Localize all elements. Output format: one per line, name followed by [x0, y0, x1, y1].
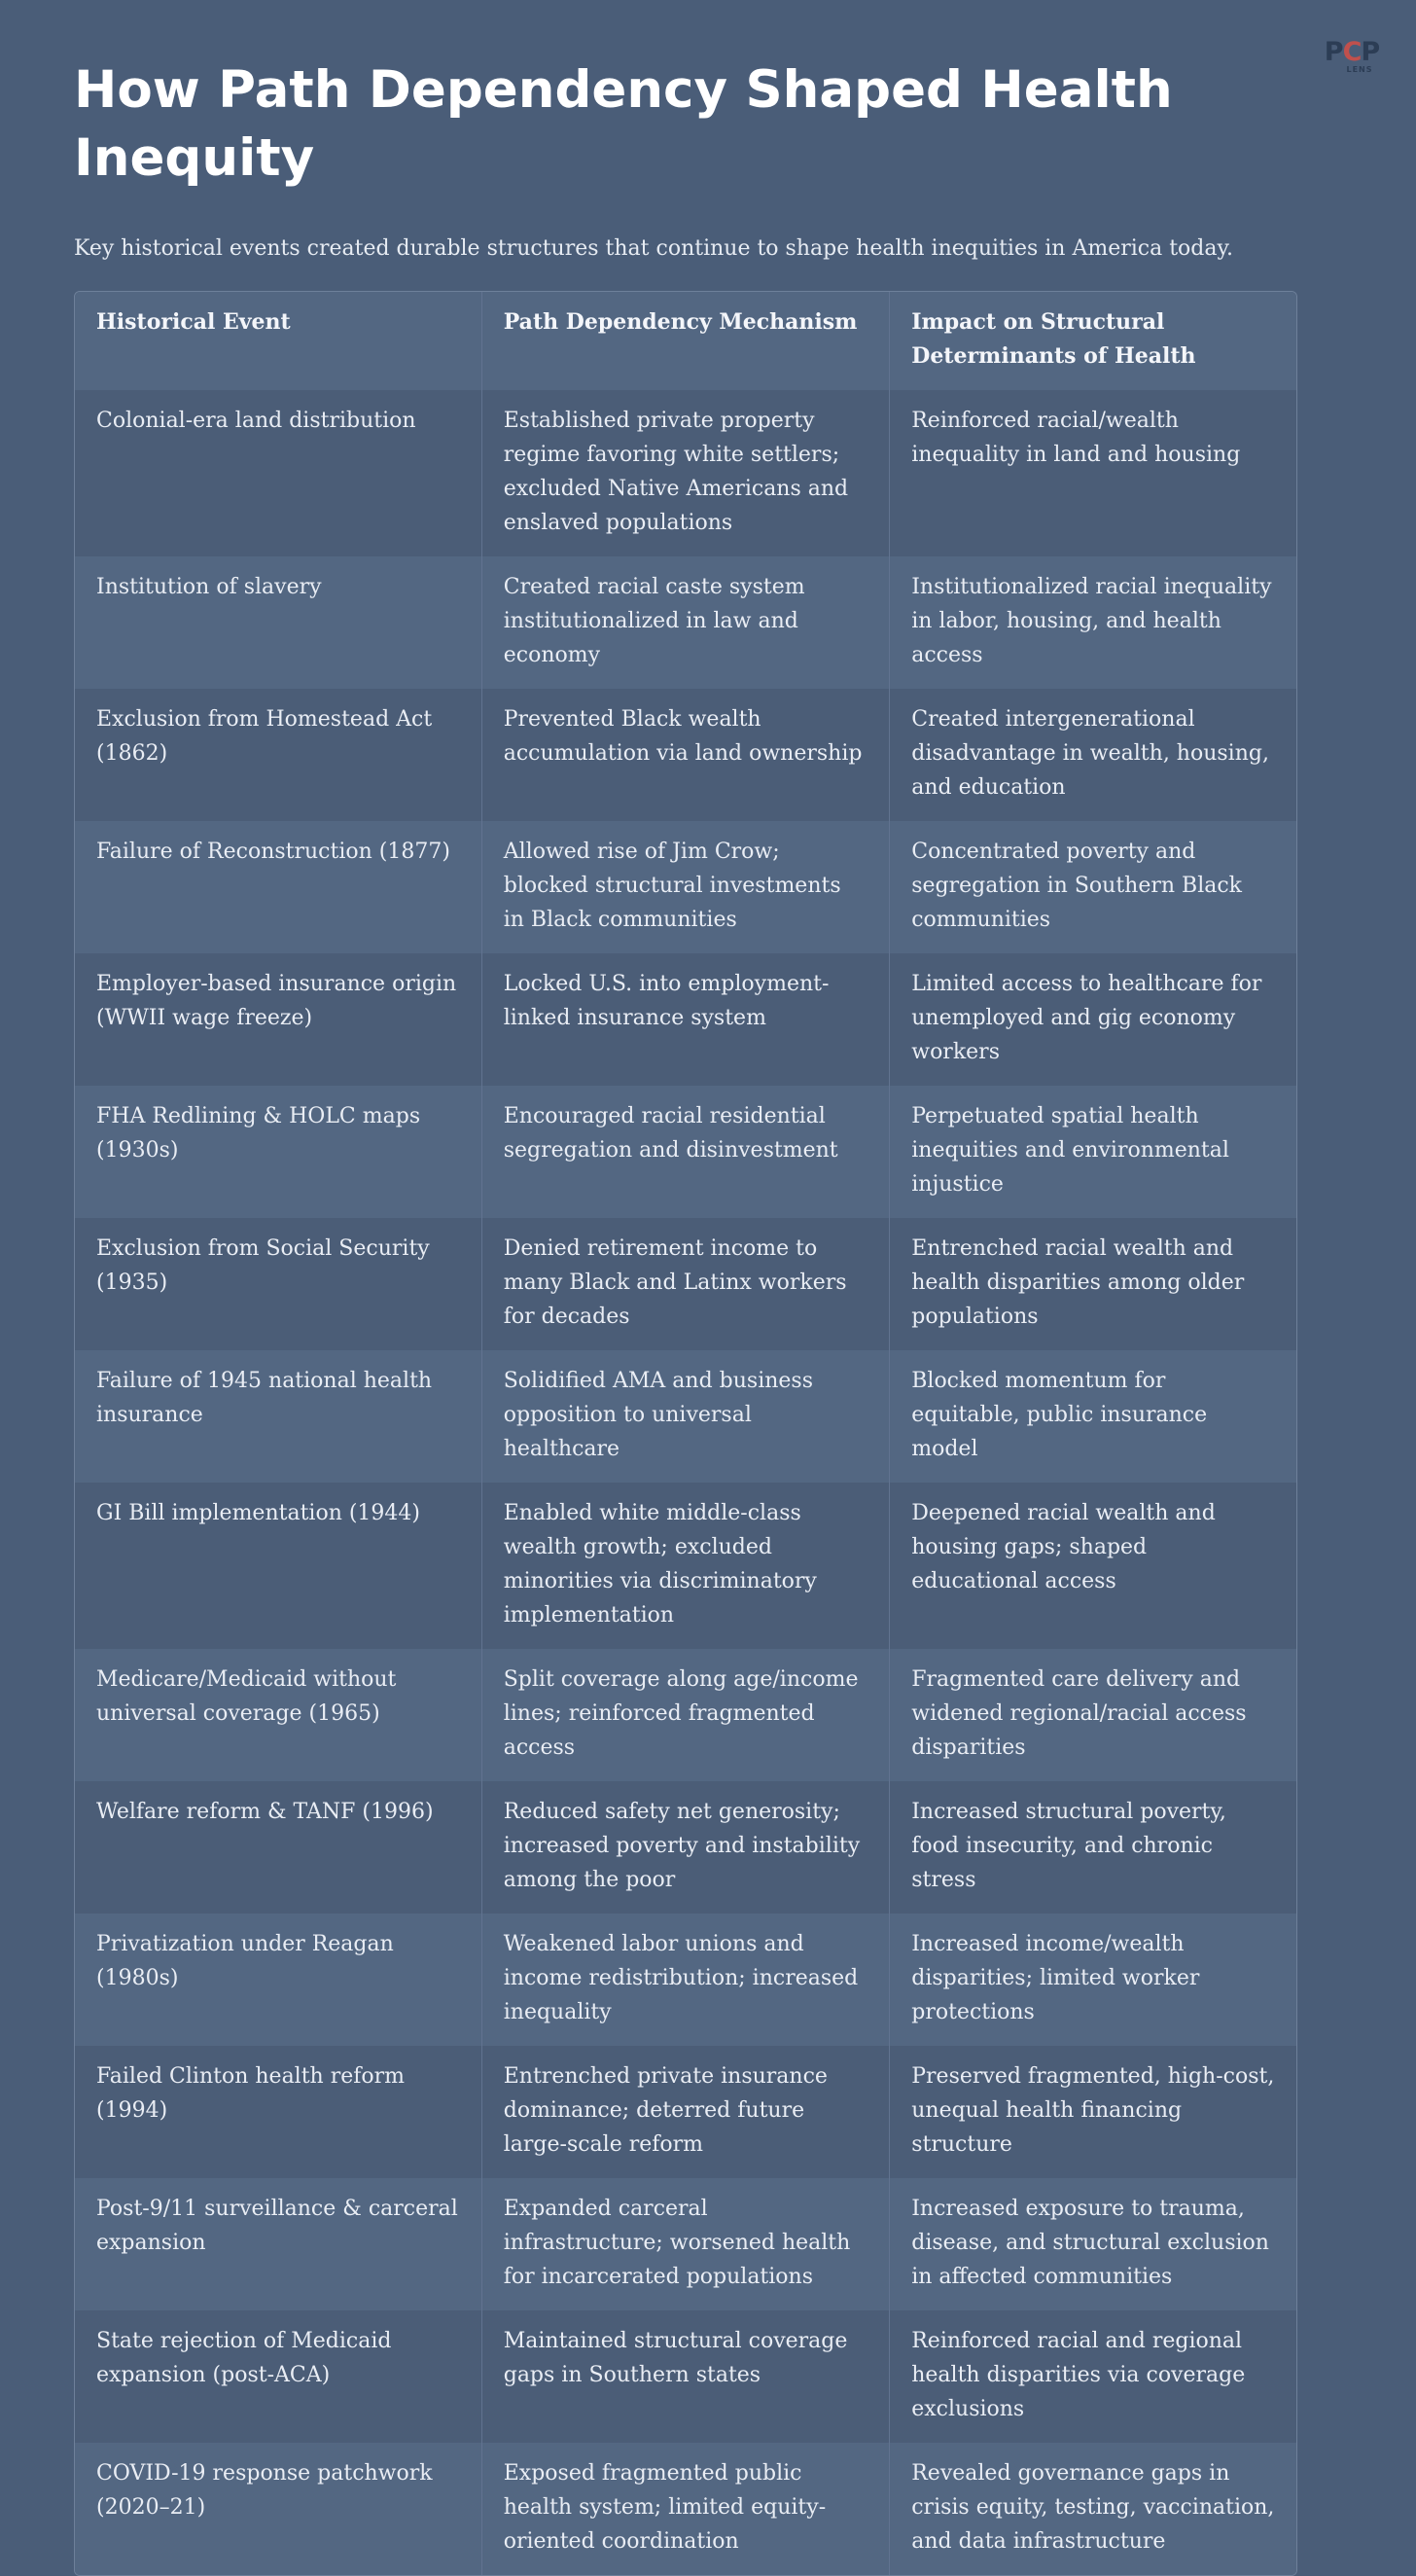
cell-impact: Preserved fragmented, high-cost, unequal health financing structure [890, 2046, 1296, 2178]
logo-wordmark: PCP [1324, 37, 1380, 67]
cell-historical-event: Employer-based insurance origin (WWII wage freeze) [75, 953, 481, 1086]
cell-impact: Limited access to healthcare for unemployed and gig economy workers [890, 953, 1296, 1086]
cell-mechanism: Allowed rise of Jim Crow; blocked structural investments in Black communities [481, 821, 890, 953]
column-header-historical-event: Historical Event [75, 292, 481, 390]
table-row [75, 953, 1296, 1086]
column-header-impact: Impact on Structural Determinants of Health [890, 292, 1296, 390]
table-row [75, 1218, 1296, 1350]
table-body [75, 390, 1296, 2575]
cell-mechanism: Encouraged racial residential segregation and disinvestment [481, 1086, 890, 1218]
table-header-row [75, 292, 1296, 390]
cell-impact: Reinforced racial/wealth inequality in land and housing [890, 390, 1296, 556]
cell-mechanism: Reduced safety net generosity; increased poverty and instability among the poor [481, 1781, 890, 1914]
history-table [75, 292, 1296, 2575]
cell-historical-event: Exclusion from Social Security (1935) [75, 1218, 481, 1350]
table-row [75, 1086, 1296, 1218]
cell-impact: Entrenched racial wealth and health disparities among older populations [890, 1218, 1296, 1350]
cell-mechanism: Exposed fragmented public health system; limited equity-oriented coordination [481, 2443, 890, 2575]
cell-historical-event: COVID-19 response patchwork (2020–21) [75, 2443, 481, 2575]
cell-mechanism: Enabled white middle-class wealth growth; excluded minorities via discriminatory implementation [481, 1483, 890, 1649]
logo [1323, 39, 1381, 74]
cell-mechanism: Established private property regime favoring white settlers; excluded Native Americans and enslaved populations [481, 390, 890, 556]
cell-historical-event: Failure of 1945 national health insurance [75, 1350, 481, 1483]
cell-historical-event: State rejection of Medicaid expansion (post-ACA) [75, 2310, 481, 2443]
cell-historical-event: Welfare reform & TANF (1996) [75, 1781, 481, 1914]
cell-historical-event: Medicare/Medicaid without universal coverage (1965) [75, 1649, 481, 1781]
cell-impact: Deepened racial wealth and housing gaps; shaped educational access [890, 1483, 1296, 1649]
table-row [75, 390, 1296, 556]
cell-historical-event: Privatization under Reagan (1980s) [75, 1914, 481, 2046]
cell-impact: Increased income/wealth disparities; limited worker protections [890, 1914, 1296, 2046]
table-row [75, 1350, 1296, 1483]
cell-impact: Increased exposure to trauma, disease, and structural exclusion in affected communities [890, 2178, 1296, 2310]
table-row [75, 821, 1296, 953]
cell-mechanism: Expanded carceral infrastructure; worsened health for incarcerated populations [481, 2178, 890, 2310]
cell-historical-event: Colonial-era land distribution [75, 390, 481, 556]
history-table-container [74, 291, 1297, 2576]
cell-historical-event: FHA Redlining & HOLC maps (1930s) [75, 1086, 481, 1218]
table-row [75, 689, 1296, 821]
cell-mechanism: Weakened labor unions and income redistribution; increased inequality [481, 1914, 890, 2046]
table-row [75, 2046, 1296, 2178]
column-header-path-dependency-mechanism: Path Dependency Mechanism [481, 292, 890, 390]
cell-impact: Revealed governance gaps in crisis equity, testing, vaccination, and data infrastructure [890, 2443, 1296, 2575]
table-row [75, 2443, 1296, 2575]
page-subtitle: Key historical events created durable structures that continue to shape health inequities in America today. [74, 236, 1233, 261]
table-row [75, 1781, 1296, 1914]
cell-impact: Fragmented care delivery and widened regional/racial access disparities [890, 1649, 1296, 1781]
cell-historical-event: Failure of Reconstruction (1877) [75, 821, 481, 953]
cell-historical-event: Exclusion from Homestead Act (1862) [75, 689, 481, 821]
page-title: How Path Dependency Shaped Health Inequity [74, 60, 1173, 188]
cell-impact: Blocked momentum for equitable, public insurance model [890, 1350, 1296, 1483]
table-row [75, 1483, 1296, 1649]
table-row [75, 2178, 1296, 2310]
cell-historical-event: Institution of slavery [75, 556, 481, 689]
cell-impact: Institutionalized racial inequality in labor, housing, and health access [890, 556, 1296, 689]
cell-mechanism: Entrenched private insurance dominance; deterred future large-scale reform [481, 2046, 890, 2178]
cell-mechanism: Solidified AMA and business opposition to universal healthcare [481, 1350, 890, 1483]
cell-mechanism: Created racial caste system institutionalized in law and economy [481, 556, 890, 689]
cell-impact: Reinforced racial and regional health disparities via coverage exclusions [890, 2310, 1296, 2443]
cell-historical-event: Post-9/11 surveillance & carceral expansion [75, 2178, 481, 2310]
cell-impact: Created intergenerational disadvantage in wealth, housing, and education [890, 689, 1296, 821]
cell-impact: Perpetuated spatial health inequities and environmental injustice [890, 1086, 1296, 1218]
table-row [75, 1914, 1296, 2046]
logo-subtext: LENS [1346, 65, 1373, 74]
table-row [75, 1649, 1296, 1781]
cell-mechanism: Prevented Black wealth accumulation via land ownership [481, 689, 890, 821]
cell-historical-event: GI Bill implementation (1944) [75, 1483, 481, 1649]
cell-mechanism: Maintained structural coverage gaps in Southern states [481, 2310, 890, 2443]
table-row [75, 556, 1296, 689]
cell-mechanism: Split coverage along age/income lines; reinforced fragmented access [481, 1649, 890, 1781]
table-row [75, 2310, 1296, 2443]
cell-mechanism: Locked U.S. into employment-linked insurance system [481, 953, 890, 1086]
cell-historical-event: Failed Clinton health reform (1994) [75, 2046, 481, 2178]
cell-impact: Increased structural poverty, food insecurity, and chronic stress [890, 1781, 1296, 1914]
cell-mechanism: Denied retirement income to many Black and Latinx workers for decades [481, 1218, 890, 1350]
cell-impact: Concentrated poverty and segregation in Southern Black communities [890, 821, 1296, 953]
